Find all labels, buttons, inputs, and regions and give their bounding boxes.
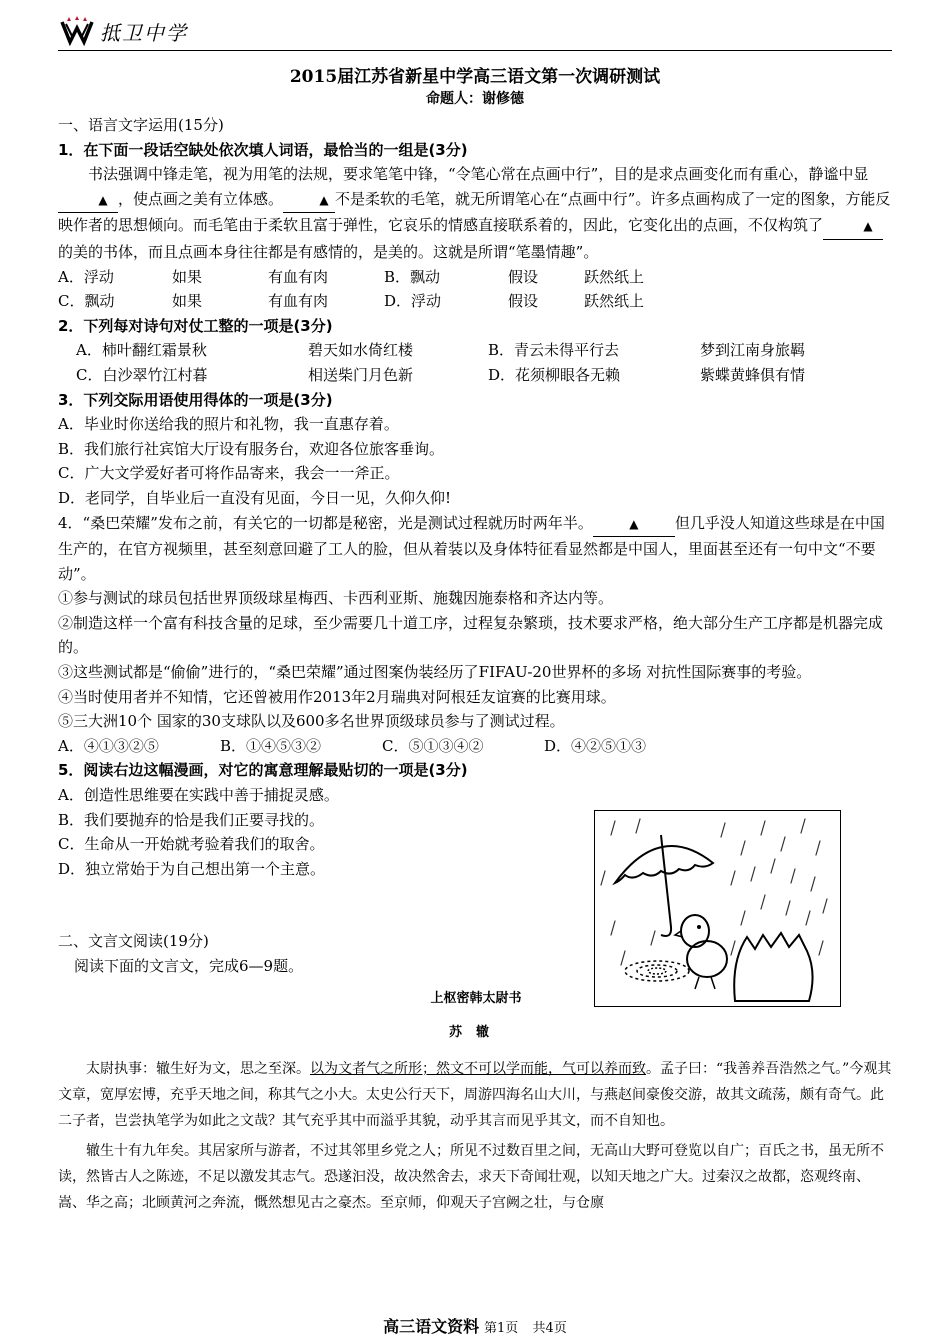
question-5-option: D．独立常始于为自己想出第一个主意。 [58, 859, 326, 878]
question-1-options-cd: C．飘动 如果 有血有肉 D．浮动 假设 跃然纸上 [58, 292, 645, 311]
question-3-stem: 3．下列交际用语使用得体的一项是(3分) [58, 390, 333, 409]
question-5-stem: 5．阅读右边这幅漫画，对它的寓意理解最贴切的一项是(3分) [58, 761, 468, 780]
footer-label: 高三语文资料 [383, 1317, 480, 1336]
question-4-item: ⑤三大洲10个 国家的30支球队以及600多名世界顶级球员参与了测试过程。 [58, 712, 565, 731]
question-4-item: ③这些测试都是“偷偷”进行的，“桑巴荣耀”通过图案伪装经历了FIFAU-20世界杯的多场 对抗性国际赛事的考验。 [58, 663, 812, 682]
section-heading-1: 一、语言文字运用(15分) [58, 116, 224, 134]
logo-emblem-icon [60, 16, 94, 46]
section-heading-2: 二、文言文阅读(19分) [58, 932, 209, 951]
passage-title: 上枢密韩太尉书 [430, 990, 522, 1006]
exam-author: 命题人：谢修德 [426, 91, 524, 107]
question-3-option: C．广大文学爱好者可将作品寄来，我会一一斧正。 [58, 464, 400, 483]
logo-text: 抵卫中学 [100, 20, 188, 45]
question-2-options-ab: A．柿叶翻红霜景秋 碧天如水倚红楼 B．青云未得平行去 梦到江南身旅羁 [76, 341, 806, 360]
page-title: 2015届江苏省新星中学高三语文第一次调研测试 [289, 67, 661, 87]
page-number: 第1页 [483, 1321, 519, 1336]
question-4-item: ④当时使用者并不知情，它还曾被用作2013年2月瑞典对阿根廷友谊赛的比赛用球。 [58, 687, 616, 706]
exam-content [58, 113, 894, 1216]
school-logo [60, 12, 188, 50]
question-3-option: D．老同学，自毕业后一直没有见面，今日一见，久仰久仰! [58, 488, 452, 507]
passage-author: 苏辙 [448, 1025, 503, 1041]
question-1-passage: 书法强调中锋走笔，视为用笔的法规，要求笔笔中锋，“令笔心常在点画中行”，目的是求点画变化而有重心，静谧中显▲ ，使点画之美有立体感。 ▲ 不是柔软的毛笔，就无所谓笔心在“点画中行”。许多点画构成了一定的图象，方能反映作者的思想倾向。而毛笔由于柔软且富于弹性，它哀乐的情感直接联系着的，因此，它变化出的点画，不仅构筑了 ▲的美的书体，而且点画本身往往都是有感情的，是美的。这就是所谓“笔墨情趣”。 [58, 165, 891, 261]
question-4-item: ①参与测试的球员包括世界顶级球星梅西、卡西利亚斯、施魏因施泰格和齐达内等。 [58, 589, 614, 608]
question-5-option: B．我们要抛弃的恰是我们正要寻找的。 [58, 810, 325, 829]
question-3-option: A．毕业时你送给我的照片和礼物，我一直惠存着。 [58, 415, 399, 434]
page-footer [0, 1314, 950, 1337]
question-2-options-cd: C．白沙翠竹江村暮 相送柴门月色新 D．花须柳眼各无赖 紫蝶黄蜂俱有情 [76, 365, 806, 384]
question-5-option: C．生命从一开始就考验着我们的取舍。 [58, 835, 325, 854]
header-rule [58, 50, 892, 51]
question-1-stem: 1．在下面一段话空缺处依次填人词语，最恰当的一组是(3分) [58, 140, 468, 159]
underlined-sentence: 以为文者气之所形；然文不可以学而能，气可以养而致 [310, 1060, 646, 1077]
question-4-item: ②制造这样一个富有科技含量的足球，至少需要几十道工序，过程复杂繁琐，技术要求严格，绝大部分生产工序都是机器完成的。 [58, 613, 884, 657]
answer-blank: ▲ [823, 214, 883, 240]
question-1-options-ab: A．浮动 如果 有血有肉 B．飘动 假设 跃然纸上 [58, 267, 645, 286]
page-total: 共4页 [532, 1321, 567, 1336]
answer-blank: ▲ [58, 188, 118, 214]
question-4-options: A．④①③②⑤ B．①④⑤③② C．⑤①③④② D．④②⑤①③ [58, 736, 647, 755]
question-4-stem: 4．“桑巴荣耀”发布之前，有关它的一切都是秘密，光是测试过程就历时两年半。 ▲ 但几乎没人知道这些球是在中国生产的，在官方视频里，甚至刻意回避了工人的脸，但从着装以及身体特征看显然都是中国人，里面甚至还有一句中文“不要动”。 [58, 513, 885, 583]
passage-paragraph-2: 辙生十有九年矣。其居家所与游者，不过其邻里乡党之人；所见不过数百里之间，无高山大野可登览以自广；百氏之书，虽无所不读，然皆古人之陈迹，不足以激发其志气。恐遂汩没，故决然舍去，求天下奇闻壮观，以知天地之广大。过秦汉之故都，恣观终南、嵩、华之高；北顾黄河之奔流，慨然想见古之豪杰。至京师，仰观天子宫阙之壮，与仓廪 [58, 1142, 884, 1211]
question-2-stem: 2．下列每对诗句对仗工整的一项是(3分) [58, 316, 333, 335]
question-5-option: A．创造性思维要在实践中善于捕捉灵感。 [58, 786, 339, 805]
section-2-intro: 阅读下面的文言文，完成6—9题。 [74, 957, 304, 975]
answer-blank: ▲ [593, 512, 675, 538]
cartoon-illustration [594, 810, 841, 1007]
chick-umbrella-illustration [595, 811, 840, 1006]
passage-paragraph-1: 太尉执事：辙生好为文，思之至深。以为文者气之所形；然文不可以学而能，气可以养而致。孟子曰：“我善养吾浩然之气。”今观其文章，宽厚宏博，充乎天地之间，称其气之小大。太史公行天下，周游四海名山大川，与燕赵间豪俊交游，故其文疏荡，颇有奇气。此二子者，岂尝执笔学为如此之文哉？其气充乎其中而溢乎其貌，动乎其言而见乎其文，而不自知也。 [58, 1060, 892, 1129]
question-3-option: B．我们旅行社宾馆大厅设有服务台，欢迎各位旅客垂询。 [58, 439, 445, 458]
answer-blank: ▲ [283, 188, 335, 214]
